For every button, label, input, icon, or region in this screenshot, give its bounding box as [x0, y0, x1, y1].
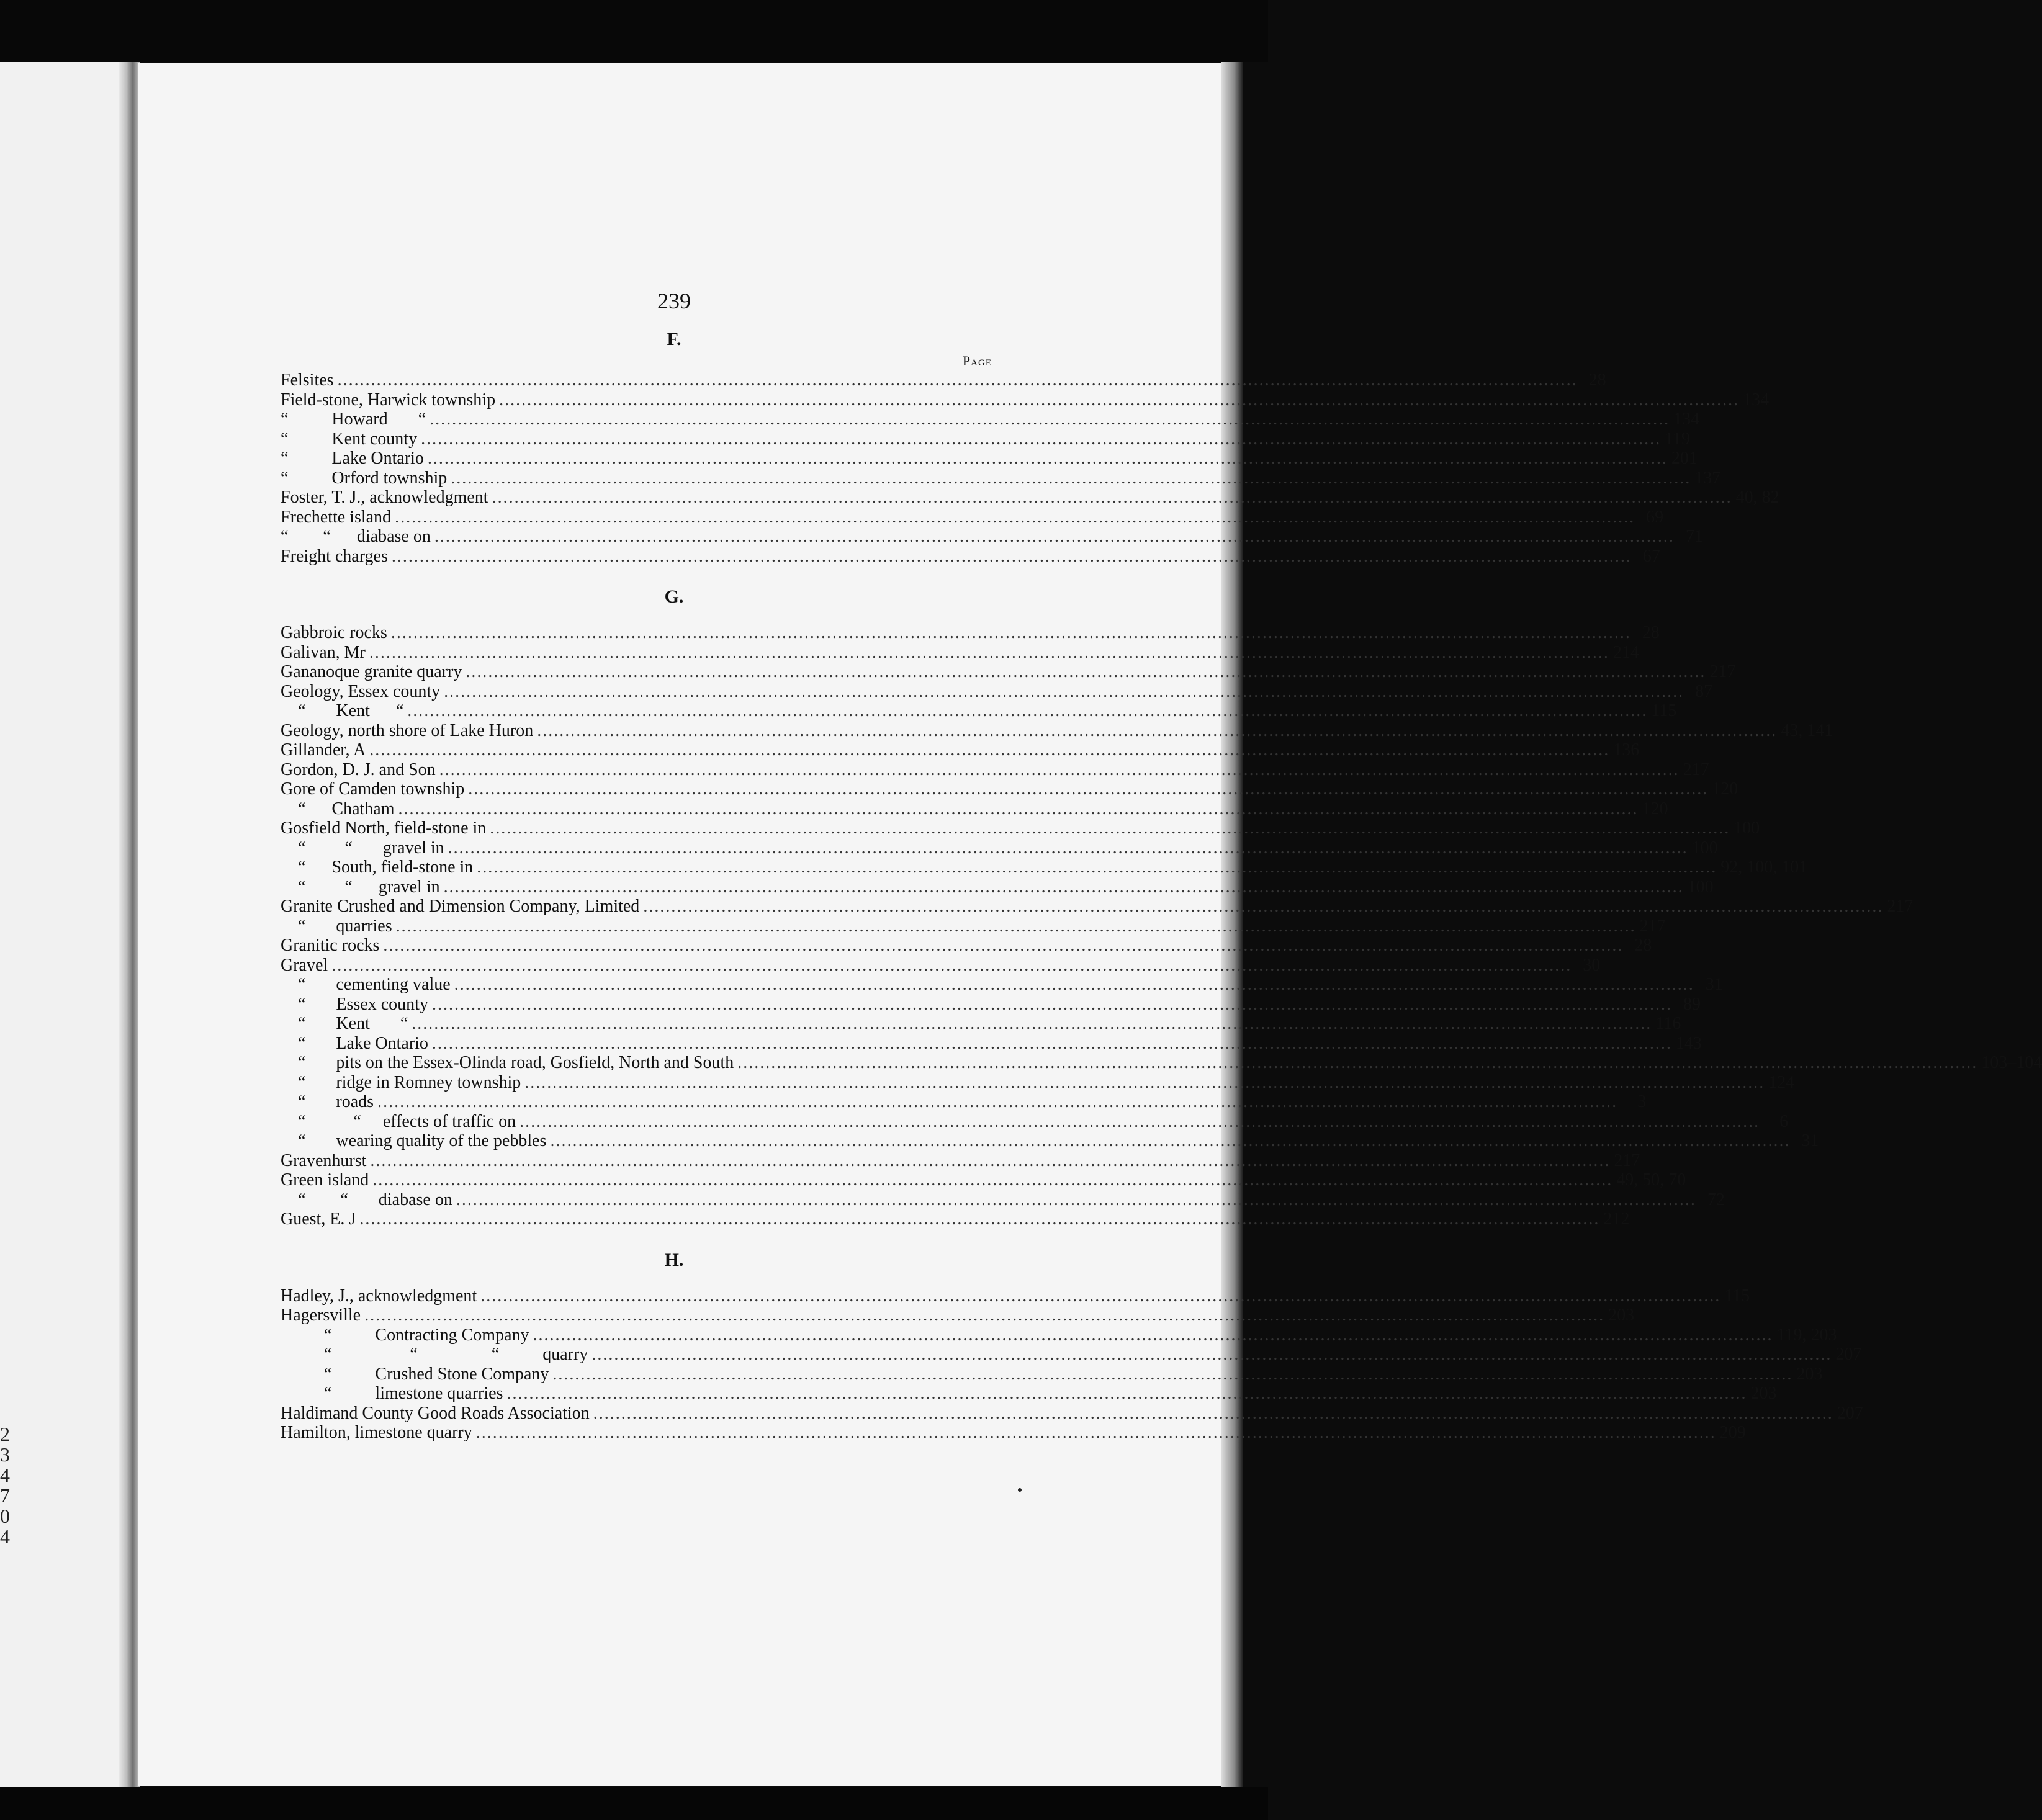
facing-page-digit — [0, 1342, 9, 1363]
index-entry — [281, 449, 1698, 468]
dot-leader — [737, 1053, 1977, 1073]
dot-leader — [451, 468, 1691, 488]
facing-page-digit: 3 — [0, 1443, 10, 1466]
index-entry-text: “ Kent “ — [281, 1014, 408, 1033]
section-g-entries — [281, 623, 2042, 1229]
index-entry-text: Gordon, D. J. and Son — [281, 760, 436, 779]
index-entry-text: Gananoque granite quarry — [281, 662, 462, 681]
index-entry-text: “ Howard “ — [281, 410, 426, 429]
dot-leader — [383, 936, 1623, 956]
facing-page-digit — [0, 1301, 9, 1322]
index-entry-text: “ “ diabase on — [281, 527, 431, 546]
index-entry — [281, 994, 1701, 1015]
index-entry-text: “ Crushed Stone Company — [281, 1364, 549, 1384]
dot-leader — [466, 662, 1706, 682]
dot-leader — [448, 838, 1688, 858]
dot-leader — [552, 1365, 1792, 1384]
dot-leader — [338, 370, 1578, 390]
index-entry-text: “ quarries — [281, 916, 392, 936]
index-entry-text: Gosfield North, field-stone in — [281, 818, 487, 838]
index-entry — [281, 1150, 1640, 1171]
index-entry-page: 116 — [1655, 1014, 1681, 1033]
dot-leader — [477, 858, 1717, 877]
index-entry-text: Frechette island — [281, 507, 392, 527]
index-entry — [281, 1014, 1681, 1034]
index-entry-text: “ ridge in Romney township — [281, 1072, 521, 1092]
index-entry — [281, 1364, 1823, 1384]
index-entry-text: Hagersville — [281, 1306, 361, 1325]
index-entry-page: 124 — [1768, 1072, 1795, 1092]
index-entry — [281, 623, 1660, 643]
index-entry-text: “ Chatham — [281, 799, 395, 818]
index-entry-page: 31 — [1705, 975, 1723, 994]
index-entry — [281, 410, 1700, 429]
dot-leader — [591, 1345, 1832, 1365]
dot-leader — [421, 429, 1661, 449]
index-entry-page: 207 — [1835, 1345, 1862, 1364]
index-entry — [281, 370, 1606, 390]
speck — [1018, 1488, 1022, 1492]
index-content — [281, 282, 2042, 1443]
scan-top-border — [0, 0, 1268, 62]
index-entry-text: Gravenhurst — [281, 1150, 367, 1170]
index-entry — [281, 1403, 1863, 1423]
index-entry-text: “ cementing value — [281, 975, 451, 994]
index-entry-page: 203 — [1750, 1384, 1777, 1403]
facing-page-edge — [0, 62, 129, 1787]
index-entry-page: 119 — [1665, 429, 1691, 449]
index-entry — [281, 1325, 1837, 1345]
index-entry-text: “ Contracting Company — [281, 1325, 529, 1345]
index-entry-text: “ Lake Ontario — [281, 1033, 428, 1053]
dot-leader — [434, 527, 1675, 547]
index-entry — [281, 740, 1640, 760]
index-entry — [281, 1286, 1750, 1306]
section-letter-f: F. — [667, 329, 681, 349]
index-entry-page: 87 — [1695, 681, 1713, 701]
index-entry-page: 6 — [1779, 1111, 1789, 1131]
index-entry-page: 214 — [1612, 642, 1639, 662]
index-entry — [281, 1111, 1789, 1132]
index-entry-text: Hadley, J., acknowledgment — [281, 1286, 477, 1306]
dot-leader — [398, 799, 1639, 819]
index-entry — [281, 1092, 1647, 1112]
facing-page-digit: 0 — [0, 1505, 10, 1527]
index-entry-page: 217 — [1639, 916, 1666, 936]
dot-leader — [492, 488, 1732, 508]
facing-page-digit — [0, 1240, 9, 1260]
index-entry — [281, 818, 1760, 838]
index-entry — [281, 858, 1808, 877]
dot-leader — [395, 508, 1635, 527]
facing-page-digit — [0, 1137, 9, 1158]
index-entry-page: 119, 203 — [1776, 1325, 1837, 1345]
index-entry — [281, 1033, 1702, 1054]
index-entry — [281, 916, 1666, 936]
index-entry-page: 217 — [1614, 1150, 1640, 1170]
dot-leader — [412, 1014, 1652, 1034]
index-entry-text: Field-stone, Harwick township — [281, 390, 496, 410]
index-entry — [281, 838, 1718, 858]
dot-leader — [456, 1190, 1696, 1210]
index-entry-page: 217 — [1683, 760, 1709, 779]
index-entry-text: Geology, north shore of Lake Huron — [281, 720, 534, 740]
index-entry-text: “ Lake Ontario — [281, 449, 424, 468]
facing-page-digit: 7 — [0, 1484, 10, 1507]
index-entry — [281, 1209, 1630, 1229]
index-entry-page: 40, 82 — [1735, 488, 1779, 507]
dot-leader — [428, 449, 1668, 468]
index-entry-page: 43, 141 — [1781, 720, 1833, 740]
index-entry — [281, 662, 1736, 682]
dot-leader — [377, 1092, 1617, 1112]
index-entry-page: 217 — [1709, 662, 1736, 681]
index-entry-text: Green island — [281, 1170, 369, 1190]
index-entry — [281, 1131, 1819, 1151]
dot-leader — [391, 623, 1631, 643]
index-entry-page: 89 — [1683, 994, 1701, 1014]
page-number: 239 — [657, 289, 691, 313]
index-entry-text: “ “ gravel in — [281, 838, 444, 858]
index-entry-text: “ Essex county — [281, 994, 428, 1014]
facing-page-digit — [0, 1260, 9, 1281]
index-entry-page: 103–104 — [1981, 1053, 2042, 1072]
index-entry-text: Gore of Camden township — [281, 779, 465, 799]
dot-leader — [372, 1170, 1612, 1190]
index-entry — [281, 1053, 2042, 1073]
index-entry-page: 212 — [1603, 1209, 1630, 1229]
index-entry-text: Haldimand County Good Roads Association — [281, 1403, 590, 1423]
index-entry-page: 67 — [1642, 546, 1660, 566]
dot-leader — [331, 956, 1572, 975]
facing-page-digit — [0, 1158, 9, 1178]
index-entry-page: 3 — [1637, 1092, 1647, 1111]
index-entry-page: 134 — [1743, 390, 1770, 410]
index-entry-page: 71 — [1685, 527, 1703, 546]
index-entry-text: Foster, T. J., acknowledgment — [281, 488, 488, 507]
dot-leader — [454, 975, 1694, 995]
index-entry-text: Gabbroic rocks — [281, 623, 387, 642]
index-entry — [281, 877, 1714, 897]
index-entry-page: 72 — [1707, 1190, 1725, 1209]
index-entry — [281, 1170, 1686, 1190]
index-entry-page: 115 — [1651, 701, 1677, 720]
index-entry — [281, 1306, 1635, 1325]
dot-leader — [396, 917, 1636, 936]
index-entry-page: 203 — [1608, 1306, 1635, 1325]
index-entry-text: “ Kent county — [281, 429, 418, 449]
index-entry — [281, 681, 1713, 702]
facing-page-digit — [0, 1322, 9, 1342]
index-entry-page: 143 — [1675, 1033, 1702, 1053]
index-entry-page: 30 — [1583, 955, 1601, 975]
dot-leader — [430, 410, 1670, 429]
section-letter-h: H. — [664, 1249, 684, 1270]
index-entry-page: 120 — [1642, 799, 1668, 818]
facing-page-digit — [0, 1219, 9, 1240]
dot-leader — [499, 390, 1739, 410]
section-f-entries — [281, 370, 1779, 566]
dot-leader — [643, 897, 1883, 917]
index-entry — [281, 488, 1779, 508]
facing-page-digit — [0, 1404, 9, 1424]
index-entry-text: “ “ gravel in — [281, 877, 440, 897]
index-entry-text: Gravel — [281, 955, 328, 975]
dot-leader — [533, 1325, 1773, 1345]
index-entry-text: Felsites — [281, 370, 334, 390]
section-h-entries — [281, 1286, 1863, 1443]
index-entry-text: Freight charges — [281, 546, 388, 566]
index-entry-page: 100 — [1691, 838, 1718, 858]
index-entry — [281, 1345, 1862, 1365]
index-entry — [281, 1072, 1795, 1093]
dot-leader — [593, 1404, 1833, 1423]
index-entry-page: 136 — [1613, 740, 1640, 760]
index-entry-page: 100 — [1687, 877, 1714, 897]
index-entry-text: “ South, field-stone in — [281, 858, 474, 877]
index-entry-text: Gillander, A — [281, 740, 366, 760]
index-entry-page: 92, 100, 101 — [1720, 858, 1808, 877]
dot-leader — [506, 1384, 1747, 1404]
index-entry-page: 28 — [1642, 623, 1660, 642]
dot-leader — [444, 877, 1684, 897]
index-entry-text: “ limestone quarries — [281, 1384, 503, 1403]
index-entry-page: 120 — [1712, 779, 1738, 799]
facing-page-digit — [0, 1199, 9, 1219]
dot-leader — [369, 643, 1609, 663]
index-entry-page: 201 — [1671, 449, 1698, 468]
index-entry-page: 209 — [1719, 1423, 1746, 1442]
index-entry-text: Guest, E. J — [281, 1209, 356, 1229]
index-entry — [281, 779, 1738, 799]
index-entry — [281, 390, 1770, 410]
index-entry — [281, 720, 1833, 741]
index-entry-text: “ roads — [281, 1092, 374, 1111]
dot-leader — [468, 779, 1708, 799]
dot-leader — [392, 547, 1632, 567]
index-entry-page: 49, 50, 70 — [1616, 1170, 1686, 1190]
dot-leader — [519, 1112, 1760, 1132]
facing-page-digits — [0, 1117, 9, 1547]
index-entry-text: “ “ effects of traffic on — [281, 1111, 516, 1131]
index-entry-text: Galivan, Mr — [281, 642, 366, 662]
index-entry — [281, 527, 1703, 547]
index-entry-text: “ Orford township — [281, 468, 448, 488]
index-entry — [281, 468, 1721, 488]
dot-leader — [364, 1306, 1604, 1325]
facing-page-digit — [0, 1383, 9, 1404]
dot-leader — [407, 701, 1647, 721]
index-entry-text: “ “ diabase on — [281, 1190, 452, 1209]
dot-leader — [537, 721, 1777, 741]
index-entry-page: 31 — [1801, 1131, 1819, 1150]
facing-page-digit — [0, 1363, 9, 1383]
index-entry-page: 28 — [1588, 370, 1606, 390]
facing-page-digit — [0, 1117, 9, 1137]
index-entry — [281, 1423, 1746, 1443]
facing-page-digit — [0, 1281, 9, 1301]
index-entry-text: “ pits on the Essex-Olinda road, Gosfield, North and South — [281, 1053, 734, 1072]
index-entry-page: 203 — [1796, 1364, 1823, 1384]
dot-leader — [432, 1034, 1672, 1054]
scan-bottom-border — [0, 1787, 1268, 1820]
facing-page-digit: 4 — [0, 1464, 10, 1486]
index-entry — [281, 429, 1691, 449]
dot-leader — [432, 995, 1672, 1015]
dot-leader — [439, 760, 1680, 780]
index-entry — [281, 936, 1652, 956]
index-entry-page: 207 — [1837, 1403, 1863, 1423]
dot-leader — [490, 818, 1730, 838]
facing-page-digit: 2 — [0, 1423, 10, 1445]
index-entry-text: Hamilton, limestone quarry — [281, 1423, 472, 1442]
index-entry-text: Granitic rocks — [281, 936, 380, 955]
dot-leader — [480, 1286, 1720, 1306]
dot-leader — [550, 1131, 1790, 1151]
index-entry — [281, 701, 1677, 721]
index-entry-page: 69 — [1646, 507, 1664, 527]
page-column-label: Page — [962, 353, 992, 369]
index-entry — [281, 1384, 1777, 1404]
index-entry — [281, 642, 1639, 663]
index-entry-page: 115 — [1724, 1286, 1750, 1306]
index-entry — [281, 955, 1601, 975]
index-entry-page: 28 — [1634, 936, 1652, 955]
index-entry — [281, 1190, 1725, 1210]
dot-leader — [359, 1209, 1599, 1229]
index-entry-text: Geology, Essex county — [281, 681, 441, 701]
dot-leader — [524, 1073, 1765, 1093]
facing-page-digit: 4 — [0, 1525, 10, 1548]
index-entry — [281, 507, 1664, 527]
index-entry-text: “ wearing quality of the pebbles — [281, 1131, 547, 1150]
section-letter-g: G. — [664, 586, 684, 607]
dot-leader — [444, 682, 1684, 702]
dot-leader — [476, 1423, 1716, 1443]
index-entry — [281, 799, 1668, 819]
index-entry — [281, 760, 1709, 780]
facing-page-digit — [0, 1178, 9, 1199]
index-entry-text: “ “ “ quarry — [281, 1345, 588, 1364]
book-binding-shadow — [119, 62, 140, 1787]
index-entry — [281, 975, 1723, 995]
dot-leader — [369, 740, 1609, 760]
dot-leader — [370, 1151, 1610, 1171]
index-entry-text: “ Kent “ — [281, 701, 404, 720]
index-entry-text: Granite Crushed and Dimension Company, Limited — [281, 897, 640, 916]
index-entry-page: 217 — [1887, 897, 1914, 916]
index-entry-page: 137 — [1694, 468, 1721, 488]
index-entry — [281, 546, 1660, 567]
index-entry-page: 134 — [1673, 410, 1700, 429]
index-entry — [281, 897, 1914, 917]
index-entry-page: 100 — [1734, 818, 1760, 838]
